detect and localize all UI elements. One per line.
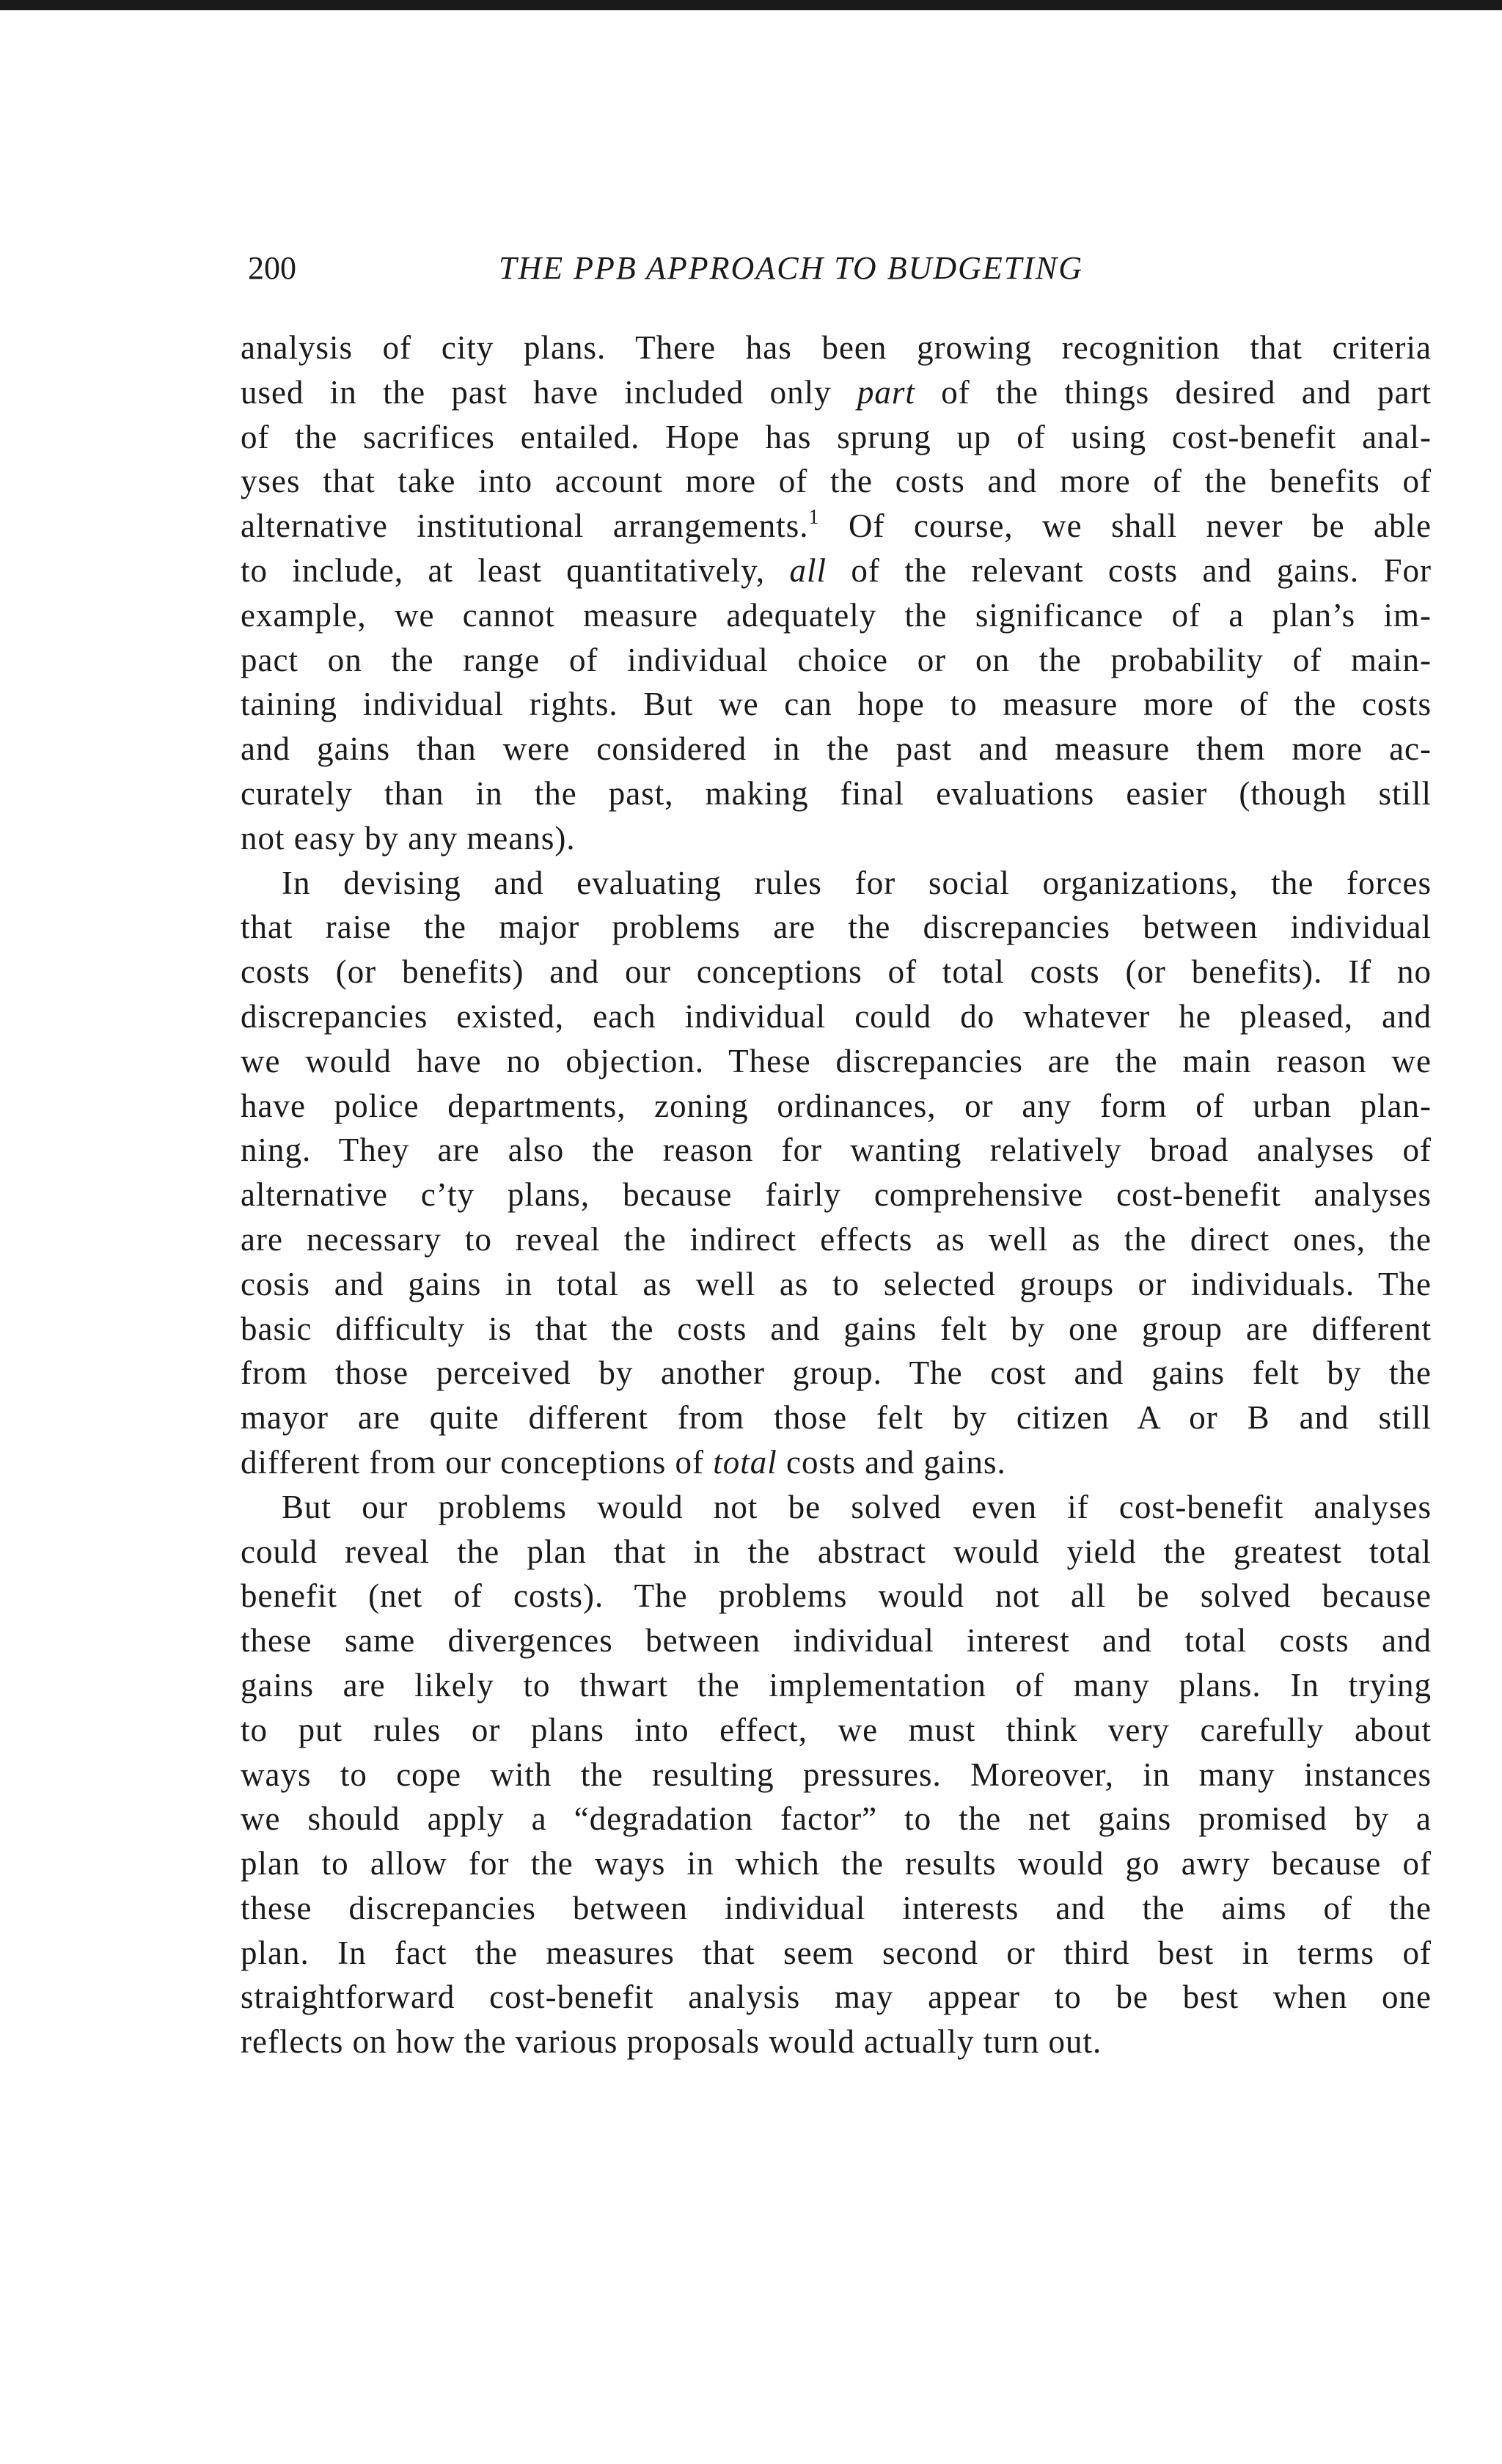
paragraph — [241, 861, 1432, 1485]
text-line: benefit (net of costs). The problems would not all be solved because — [241, 1577, 1432, 1615]
text-line: we should apply a “degradation factor” to the net gains promised by a — [241, 1800, 1432, 1838]
page-number: 200 — [248, 250, 296, 286]
text-line: ning. They are also the reason for wanting relatively broad analyses of — [241, 1132, 1432, 1169]
paragraph — [241, 326, 1432, 861]
text-line: used in the past have included only part of the things desired and part — [241, 373, 1432, 411]
body-text — [241, 326, 1432, 2064]
text-line: straightforward cost-benefit analysis may appear to be best when one — [241, 1979, 1432, 2016]
text-line: gains are likely to thwart the implementation of many plans. In trying — [241, 1666, 1432, 1704]
footnote-marker: 1 — [808, 506, 820, 529]
text-line: plan to allow for the ways in which the results would go awry because of — [241, 1845, 1432, 1882]
text-line: curately than in the past, making final evaluations easier (though still — [241, 774, 1432, 812]
text-line: In devising and evaluating rules for social organizations, the forces — [282, 864, 1432, 901]
top-scan-border — [0, 0, 1502, 10]
text-line: alternative c’ty plans, because fairly comprehensive cost-benefit analyses — [241, 1176, 1432, 1214]
text-line: taining individual rights. But we can hope to measure more of the costs — [241, 686, 1432, 723]
paragraph — [241, 1485, 1432, 2064]
text-line: reflects on how the various proposals would actually turn out. — [241, 2023, 1102, 2061]
text-line: that raise the major problems are the discrepancies between individual — [241, 909, 1432, 946]
emphasis-word: total — [713, 1443, 777, 1481]
text-line: pact on the range of individual choice or on the probability of main- — [241, 641, 1432, 678]
text-line: we would have no objection. These discrepancies are the main reason we — [241, 1042, 1432, 1079]
text-line: plan. In fact the measures that seem second or third best in terms of — [241, 1934, 1432, 1971]
text-line: not easy by any means). — [241, 819, 576, 857]
text-line: costs (or benefits) and our conceptions of total costs (or benefits). If no — [241, 953, 1432, 991]
text-line: to put rules or plans into effect, we must think very carefully about — [241, 1711, 1432, 1748]
text-line: example, we cannot measure adequately the significance of a plan’s im- — [241, 596, 1432, 634]
text-line: these same divergences between individual interest and total costs and — [241, 1622, 1432, 1660]
text-line: discrepancies existed, each individual could do whatever he pleased, and — [241, 997, 1432, 1035]
text-line: ways to cope with the resulting pressures. Moreover, in many instances — [241, 1756, 1432, 1793]
text-line: and gains than were considered in the past and measure them more ac- — [241, 730, 1432, 768]
text-line: to include, at least quantitatively, all of the relevant costs and gains. For — [241, 551, 1432, 589]
text-line: mayor are quite different from those felt by citizen A or B and still — [241, 1399, 1432, 1437]
text-line: cosis and gains in total as well as to selected groups or individuals. The — [241, 1265, 1432, 1302]
text-line: But our problems would not be solved even if cost-benefit analyses — [282, 1488, 1432, 1525]
running-title: THE PPB APPROACH TO BUDGETING — [499, 250, 1084, 286]
text-line: from those perceived by another group. The cost and gains felt by the — [241, 1354, 1432, 1392]
text-line: have police departments, zoning ordinances, or any form of urban plan- — [241, 1087, 1432, 1124]
text-line: different from our conceptions of total costs and gains. — [241, 1443, 1006, 1481]
text-line: analysis of city plans. There has been growing recognition that criteria — [241, 329, 1432, 366]
page-header — [248, 239, 1436, 298]
text-line: of the sacrifices entailed. Hope has sprung up of using cost-benefit anal- — [241, 418, 1432, 455]
text-line: basic difficulty is that the costs and gains felt by one group are different — [241, 1310, 1432, 1347]
text-line: alternative institutional arrangements.$^1$ Of course, we shall never be able — [241, 506, 1432, 545]
text-line: could reveal the plan that in the abstract would yield the greatest total — [241, 1533, 1432, 1570]
emphasis-word: all — [789, 551, 827, 589]
emphasis-word: part — [857, 373, 915, 411]
text-line: these discrepancies between individual interests and the aims of the — [241, 1889, 1432, 1926]
text-line: are necessary to reveal the indirect effects as well as the direct ones, the — [241, 1220, 1432, 1258]
text-line: yses that take into account more of the costs and more of the benefits of — [241, 463, 1432, 500]
